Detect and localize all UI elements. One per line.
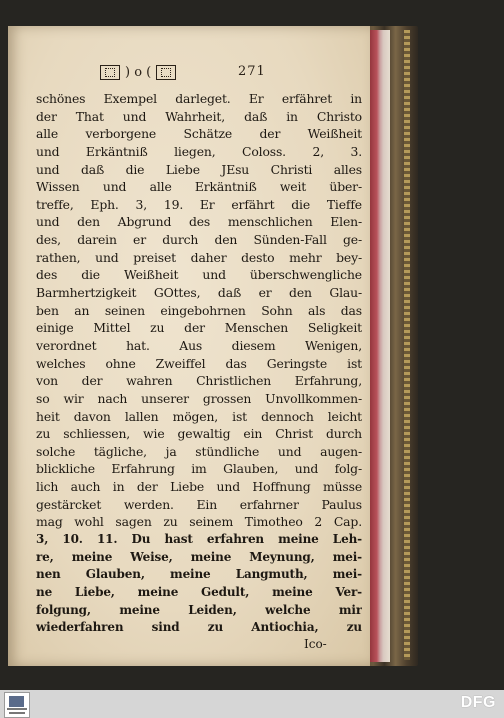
text-line: so wir nach unserer grossen Unvollkommen-: [36, 390, 362, 406]
catchword: Ico-: [304, 636, 327, 651]
text-line: alle verborgene Schätze der Weißheit: [36, 126, 362, 142]
text-line: 3, 10. 11. Du hast erfahren meine Leh-: [36, 532, 362, 547]
text-line: re, meine Weise, meine Meynung, mei-: [36, 549, 362, 564]
text-line: solche tägliche, ja stündliche und augen-: [36, 443, 362, 459]
text-line: von der wahren Christlichen Erfahrung,: [36, 373, 362, 389]
text-line: wiederfahren sind zu Antiochia, zu: [36, 620, 362, 635]
text-line: lich auch in der Liebe und Hoffnung müsse: [36, 479, 362, 495]
library-logo-icon[interactable]: [4, 692, 30, 718]
footer-bar: [0, 690, 504, 718]
text-line: Barmhertzigkeit GOttes, daß er den Glau-: [36, 285, 362, 301]
text-line: ne Liebe, meine Gedult, meine Ver-: [36, 584, 362, 599]
text-line: schönes Exempel darleget. Er erfähret in: [36, 91, 362, 106]
text-line: zu schliessen, wie gewaltig ein Christ durch: [36, 426, 362, 442]
text-line: mag wohl sagen zu seinem Timotheo 2 Cap.: [36, 514, 362, 530]
text-line: heit davon lallen mögen, ist dennoch leicht: [36, 408, 362, 424]
text-line: treffe, Eph. 3, 19. Er erfährt die Tieffe: [36, 196, 362, 212]
ornament-left-icon: [100, 65, 120, 80]
text-line: blickliche Erfahrung im Glauben, und folg-: [36, 461, 362, 477]
red-fore-edge: [368, 30, 390, 662]
text-line: nen Glauben, meine Langmuth, mei-: [36, 567, 362, 582]
text-line: verordnet hat. Aus diesem Wenigen,: [36, 337, 362, 353]
text-line: und den Abgrund des menschlichen Elen-: [36, 214, 362, 230]
text-line: der That und Wahrheit, daß in Christo: [36, 108, 362, 124]
body-text: [36, 90, 362, 651]
text-line: gestärcket werden. Ein erfahrner Paulus: [36, 496, 362, 512]
text-line: ben an seinen eingebohrnen Sohn als das: [36, 302, 362, 318]
text-line: und daß die Liebe JEsu Christi alles: [36, 161, 362, 177]
page-number: 271: [238, 64, 266, 79]
gilt-edge: [404, 30, 410, 660]
text-line: des, darein er durch den Sünden-Fall ge-: [36, 232, 362, 248]
text-line: rathen, und preiset daher desto mehr bey-: [36, 249, 362, 265]
text-line: einige Mittel zu der Menschen Seligkeit: [36, 320, 362, 336]
ornament-right-icon: [156, 65, 176, 80]
text-line: folgung, meine Leiden, welche mir: [36, 602, 362, 617]
book-page: [8, 26, 370, 666]
dfg-logo[interactable]: DFG: [460, 694, 496, 711]
text-line: Wissen und alle Erkäntniß weit über-: [36, 179, 362, 195]
text-line: welches ohne Zweiffel das Geringste ist: [36, 355, 362, 371]
text-line: des die Weißheit und überschwengliche: [36, 267, 362, 283]
head-bracket-text: ) o (: [125, 64, 152, 80]
text-line: und Erkäntniß liegen, Coloss. 2, 3.: [36, 143, 362, 159]
